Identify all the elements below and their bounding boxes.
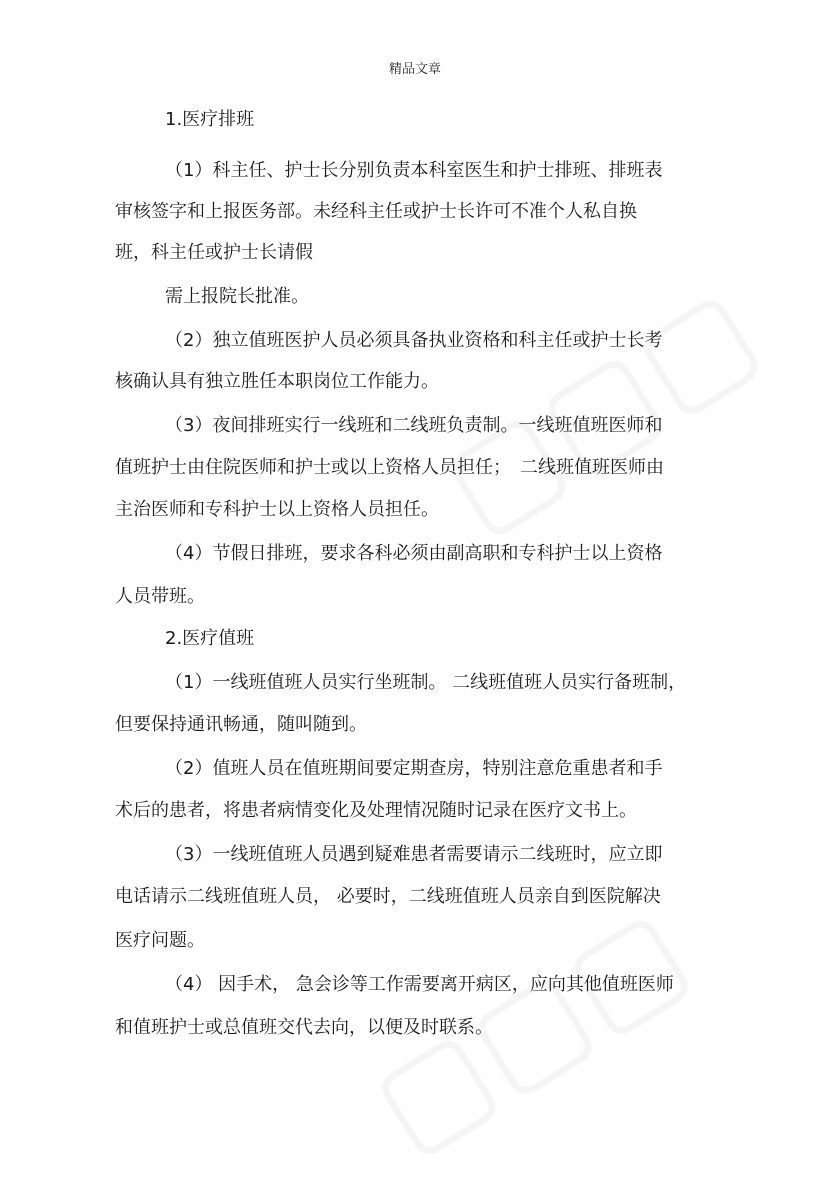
page-header: 精品文章 xyxy=(388,62,441,77)
paragraph-line: 主治医师和专科护士以上资格人员担任。 xyxy=(115,499,439,520)
paragraph-line: 但要保持通讯畅通，随叫随到。 xyxy=(115,714,367,735)
watermark xyxy=(419,260,781,558)
paragraph-line: （1）一线班值班人员实行坐班制。 二线班值班人员实行备班制， xyxy=(165,672,687,693)
paragraph-line: （2）值班人员在值班期间要定期查房，特别注意危重患者和手 xyxy=(165,758,663,779)
paragraph-line: （3）夜间排班实行一线班和二线班负责制。一线班值班医师和 xyxy=(165,415,663,436)
paragraph-line: （2）独立值班医护人员必须具备执业资格和科主任或护士长考 xyxy=(165,330,663,351)
paragraph-line: （4）节假日排班，要求各科必须由副高职和专科护士以上资格 xyxy=(165,543,663,564)
paragraph-line: 医疗问题。 xyxy=(115,930,205,951)
paragraph-line: 电话请示二线班值班人员， 必要时，二线班值班人员亲自到医院解决 xyxy=(115,886,661,907)
paragraph-line: 需上报院长批准。 xyxy=(165,286,309,307)
section-heading: 2.医疗值班 xyxy=(165,628,255,649)
paragraph-line: 审核签字和上报医务部。未经科主任或护士长许可不准个人私自换 xyxy=(115,201,637,222)
paragraph-line: 人员带班。 xyxy=(115,586,205,607)
section-heading: 1.医疗排班 xyxy=(165,109,255,130)
paragraph-line: （1）科主任、护士长分别负责本科室医生和护士排班、排班表 xyxy=(165,160,663,181)
paragraph-line: 和值班护士或总值班交代去向，以便及时联系。 xyxy=(115,1017,493,1038)
paragraph-line: 术后的患者，将患者病情变化及处理情况随时记录在医疗文书上。 xyxy=(115,800,637,821)
paragraph-line: 值班护士由住院医师和护士或以上资格人员担任； 二线班值班医师由 xyxy=(115,457,664,478)
paragraph-line: （4） 因手术， 急会诊等工作需要离开病区，应向其他值班医师 xyxy=(165,974,674,995)
paragraph-line: （3）一线班值班人员遇到疑难患者需要请示二线班时，应立即 xyxy=(165,844,663,865)
paragraph-line: 核确认具有独立胜任本职岗位工作能力。 xyxy=(115,371,439,392)
paragraph-line: 班，科主任或护士长请假 xyxy=(115,242,313,263)
